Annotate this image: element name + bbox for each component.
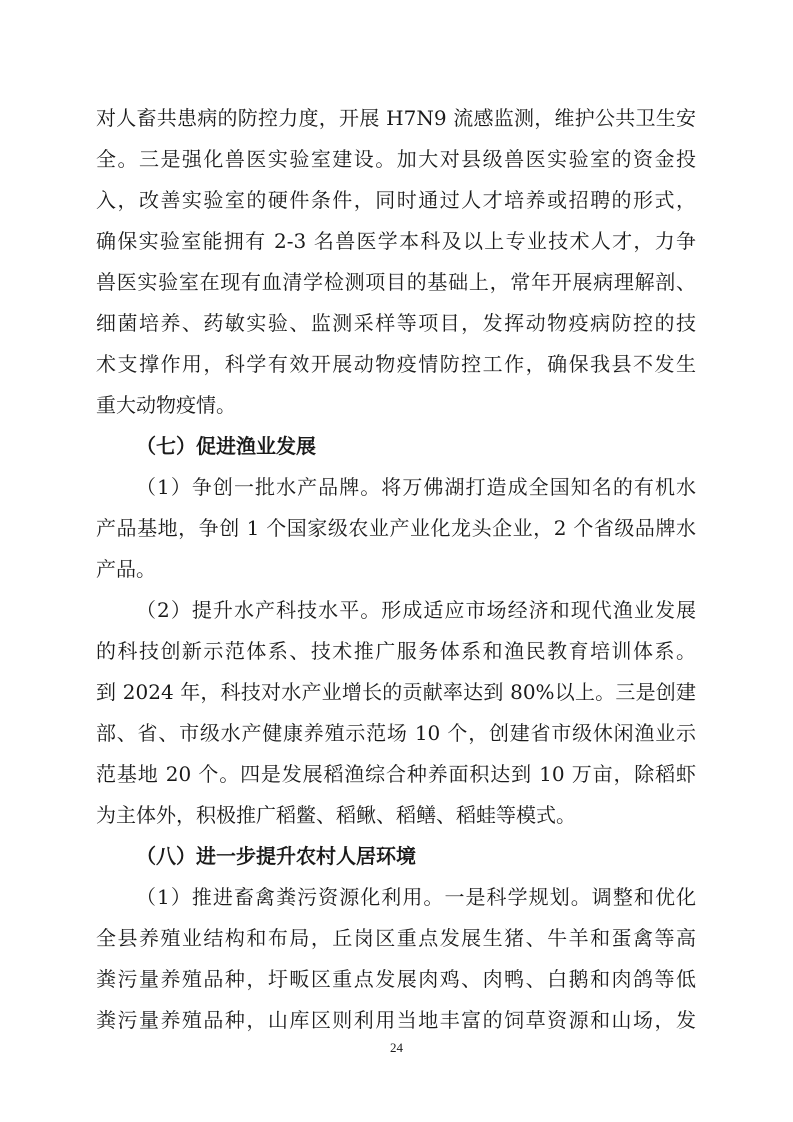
body-text-line: 确保实验室能拥有 2-3 名兽医学本科及以上专业技术人才，力争	[96, 229, 696, 253]
body-text-line: 粪污量养殖品种，山库区则利用当地丰富的饲草资源和山场，发	[96, 1008, 696, 1032]
body-text-line: 为主体外，积极推广稻鳖、稻鳅、稻鳝、稻蛙等模式。	[96, 803, 576, 827]
body-text-line: 重大动物疫情。	[96, 393, 236, 417]
body-text-line: （1）推进畜禽粪污资源化利用。一是科学规划。调整和优化	[136, 885, 696, 909]
body-text-line: 细菌培养、药敏实验、监测采样等项目，发挥动物疫病防控的技	[96, 311, 696, 335]
body-text-line: 兽医实验室在现有血清学检测项目的基础上，常年开展病理解剖、	[96, 270, 696, 294]
body-text-line: 入，改善实验室的硬件条件，同时通过人才培养或招聘的形式，	[96, 188, 696, 212]
body-text-line: 对人畜共患病的防控力度，开展 H7N9 流感监测，维护公共卫生安	[96, 106, 696, 130]
body-text-line: 全县养殖业结构和布局，丘岗区重点发展生猪、牛羊和蛋禽等高	[96, 926, 696, 950]
page-number: 24	[390, 1040, 403, 1055]
document-body	[96, 98, 696, 1041]
section-heading-8: （八）进一步提升农村人居环境	[136, 844, 416, 868]
body-text-line: 部、省、市级水产健康养殖示范场 10 个，创建省市级休闲渔业示	[96, 721, 696, 745]
body-text-line: 粪污量养殖品种，圩畈区重点发展肉鸡、肉鸭、白鹅和肉鸽等低	[96, 967, 696, 991]
body-text-line: 范基地 20 个。四是发展稻渔综合种养面积达到 10 万亩，除稻虾	[96, 762, 696, 786]
body-text-line: 全。三是强化兽医实验室建设。加大对县级兽医实验室的资金投	[96, 147, 696, 171]
body-text-line: 产品基地，争创 1 个国家级农业产业化龙头企业，2 个省级品牌水	[96, 516, 696, 540]
body-text-line: （2）提升水产科技水平。形成适应市场经济和现代渔业发展	[136, 598, 696, 622]
body-text-line: 到 2024 年，科技对水产业增长的贡献率达到 80%以上。三是创建	[96, 680, 696, 704]
body-text-line: 的科技创新示范体系、技术推广服务体系和渔民教育培训体系。	[96, 639, 696, 663]
body-text-line: 术支撑作用，科学有效开展动物疫情防控工作，确保我县不发生	[96, 352, 696, 376]
body-text-line: （1）争创一批水产品牌。将万佛湖打造成全国知名的有机水	[136, 475, 696, 499]
body-text-line: 产品。	[96, 557, 156, 581]
section-heading-7: （七）促进渔业发展	[136, 434, 316, 458]
